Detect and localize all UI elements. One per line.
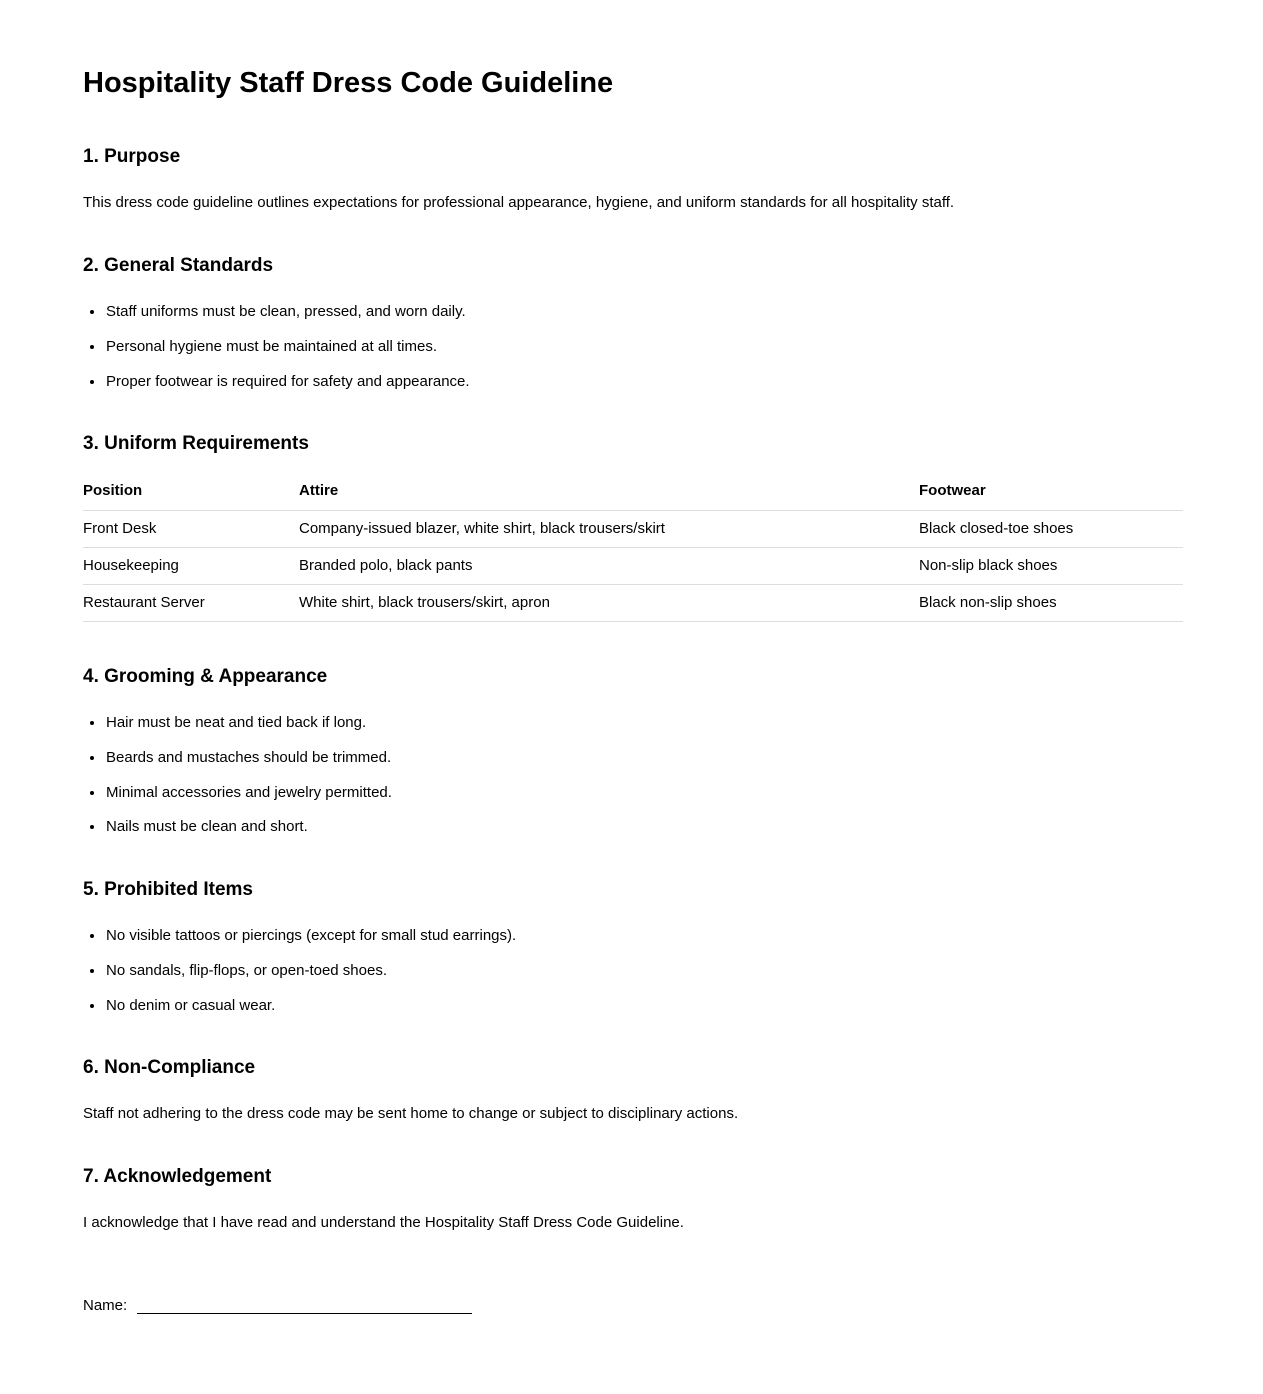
list-item: • Proper footwear is required for safety and appearance. [105, 374, 1183, 390]
prohibited-list [83, 928, 1183, 1013]
table-row [83, 585, 1183, 622]
list-item: • No sandals, flip-flops, or open-toed shoes. [105, 963, 1183, 979]
document-title: Hospitality Staff Dress Code Guideline [83, 67, 614, 99]
acknowledgement-body: I acknowledge that I have read and understand the Hospitality Staff Dress Code Guideline. [83, 1214, 684, 1231]
cell-footwear: Black closed-toe shoes [919, 511, 1183, 548]
list-item: • Beards and mustaches should be trimmed. [105, 750, 1183, 766]
non-compliance-body: Staff not adhering to the dress code may be sent home to change or subject to disciplinary actions. [83, 1105, 739, 1123]
list-item: • Minimal accessories and jewelry permitted. [105, 785, 1183, 801]
cell-attire: Company-issued blazer, white shirt, black trousers/skirt [299, 511, 919, 548]
list-item: • No visible tattoos or piercings (except for small stud earrings). [105, 928, 1183, 944]
section-heading-prohibited: 5. Prohibited Items [83, 879, 253, 901]
cell-attire: Branded polo, black pants [299, 548, 919, 585]
cell-position: Restaurant Server [83, 585, 299, 622]
list-item: • Personal hygiene must be maintained at all times. [105, 339, 1183, 355]
section-heading-acknowledgement: 7. Acknowledgement [83, 1166, 272, 1188]
list-item: • Staff uniforms must be clean, pressed, and worn daily. [105, 304, 1183, 320]
name-label: Name: [83, 1296, 128, 1314]
cell-position: Housekeeping [83, 548, 299, 585]
section-heading-grooming: 4. Grooming & Appearance [83, 666, 328, 688]
purpose-body: This dress code guideline outlines expectations for professional appearance, hygiene, and uniform standards for all hospitality staff. [83, 194, 955, 212]
cell-footwear: Non-slip black shoes [919, 548, 1183, 585]
column-header-position: Position [83, 482, 299, 511]
cell-position: Front Desk [83, 511, 299, 548]
column-header-footwear: Footwear [919, 482, 1183, 511]
grooming-list [83, 715, 1183, 835]
column-header-attire: Attire [299, 482, 919, 511]
table-header-row [83, 482, 1183, 511]
cell-footwear: Black non-slip shoes [919, 585, 1183, 622]
signature-row [83, 1297, 1183, 1314]
cell-attire: White shirt, black trousers/skirt, apron [299, 585, 919, 622]
section-heading-purpose: 1. Purpose [83, 146, 181, 168]
section-heading-non-compliance: 6. Non-Compliance [83, 1057, 256, 1079]
uniform-requirements-table [83, 482, 1183, 622]
list-item: • Hair must be neat and tied back if long. [105, 715, 1183, 731]
general-standards-list [83, 304, 1183, 389]
list-item: • No denim or casual wear. [105, 998, 1183, 1014]
list-item: • Nails must be clean and short. [105, 819, 1183, 835]
table-row [83, 511, 1183, 548]
table-row [83, 548, 1183, 585]
section-heading-uniform-requirements: 3. Uniform Requirements [83, 433, 309, 455]
section-heading-general-standards: 2. General Standards [83, 255, 274, 277]
name-signature-line [137, 1298, 472, 1314]
